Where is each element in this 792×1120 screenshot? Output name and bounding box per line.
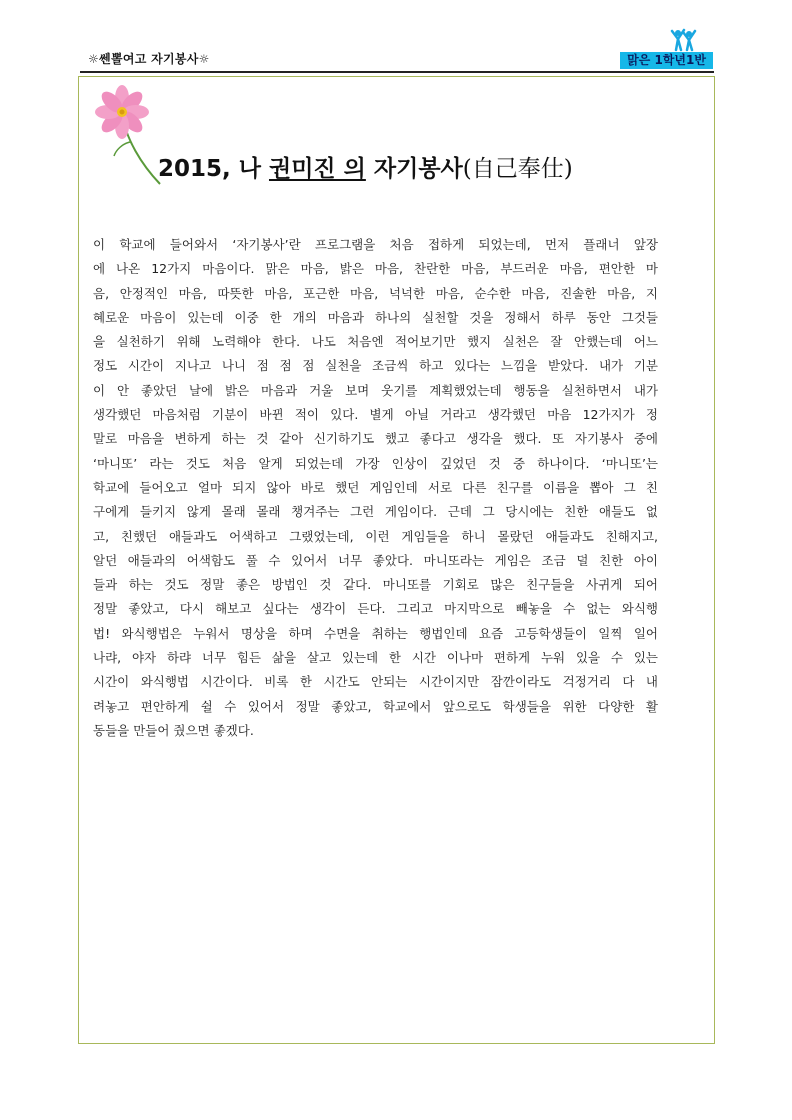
essay-line: 정말 좋았고, 다시 해보고 싶다는 생각이 든다. 그리고 마지막으로 빼놓을 수 없는 와식행	[93, 601, 658, 617]
header-class-label: 맑은 1학년1반	[620, 52, 713, 69]
essay-line: 이 안 좋았던 날에 밝은 마음과 거울 보며 웃기를 계획했었는데 행동을 실천하면서 내가	[93, 382, 658, 398]
header-divider	[80, 71, 714, 73]
essay-line: 들과 하는 것도 정말 좋은 방법인 것 같다. 마니또를 기회로 많은 친구들을 사귀게 되어	[93, 577, 658, 593]
essay-line: 고, 친했던 애들과도 어색하고 그랬었는데, 이런 게임들을 하니 몰랐던 애들과도 친해지고,	[93, 528, 658, 544]
essay-line: 말로 마음을 변하게 하는 것 같아 신기하기도 했고 좋다고 생각을 했다. 또 자기봉사 중에	[93, 431, 658, 447]
essay-line: 려놓고 편안하게 쉴 수 있어서 정말 좋았고, 학교에서 앞으로도 학생들을 위한 다양한 활	[93, 698, 658, 714]
essay-line: 을 실천하기 위해 노력해야 한다. 나도 처음엔 적어보기만 했지 실천은 잘 안했는데 어느	[93, 334, 658, 350]
people-cheering-icon	[668, 28, 698, 52]
page-title	[158, 150, 573, 183]
title-author-name: 권미진 의	[268, 156, 366, 182]
title-prefix: 2015, 나	[158, 156, 269, 182]
essay-line: 구에게 들키지 않게 몰래 몰래 챙겨주는 그런 게임이다. 근데 그 당시에는 친한 애들도 없	[93, 504, 658, 520]
essay-line: 법! 와식행법은 누워서 명상을 하며 수면을 취하는 행법인데 요즘 고등학생들이 일찍 일어	[93, 625, 658, 641]
essay-line: 알던 애들과의 어색함도 풀 수 있어서 너무 좋았다. 마니또라는 게임은 조금 덜 친한 아이	[93, 552, 658, 568]
cosmos-flower-icon	[86, 84, 166, 188]
header-school-label: ☼쎈뽈여고 자기봉사☼	[88, 52, 210, 66]
essay-line: 동들을 만들어 줬으면 좋겠다.	[93, 722, 254, 738]
title-hanja: (自己奉仕)	[462, 156, 573, 182]
essay-line: 에 나온 12가지 마음이다. 맑은 마음, 밝은 마음, 찬란한 마음, 부드러운 마음, 편안한 마	[93, 261, 658, 277]
essay-line: 정도 시간이 지나고 나니 점 점 점 실천을 조금씩 하고 있다는 느낌을 받았다. 내가 기분	[93, 358, 658, 374]
essay-line: 혜로운 마음이 있는데 이중 한 개의 마음과 하나의 실천할 것을 정해서 하루 동안 그것들	[93, 309, 658, 325]
essay-line: 음, 안정적인 마음, 따뜻한 마음, 포근한 마음, 넉넉한 마음, 순수한 마음, 진솔한 마음, 지	[93, 285, 658, 301]
essay-line: 생각했던 마음처럼 기분이 바뀐 적이 있다. 별게 아닐 거라고 생각했던 마음 12가지가 정	[93, 407, 658, 423]
essay-body	[93, 233, 658, 743]
essay-line: ‘마니또’ 라는 것도 처음 알게 되었는데 가장 인상이 깊었던 것 중 하나이다. ‘마니또’는	[93, 455, 658, 471]
essay-line: 시간이 와식행법 시간이다. 비록 한 시간도 안되는 시간이지만 잠깐이라도 걱정거리 다 내	[93, 674, 658, 690]
title-middle: 자기봉사	[365, 156, 463, 182]
essay-line: 학교에 들어오고 얼마 되지 않아 바로 했던 게임인데 서로 다른 친구를 이름을 뽑아 그 친	[93, 479, 658, 495]
essay-line: 나랴, 야자 하랴 너무 힘든 삶을 살고 있는데 한 시간 이나마 편하게 누워 있을 수 있는	[93, 650, 658, 666]
essay-line: 이 학교에 들어와서 ‘자기봉사’란 프로그램을 처음 접하게 되었는데, 먼저 플래너 앞장	[93, 237, 658, 252]
